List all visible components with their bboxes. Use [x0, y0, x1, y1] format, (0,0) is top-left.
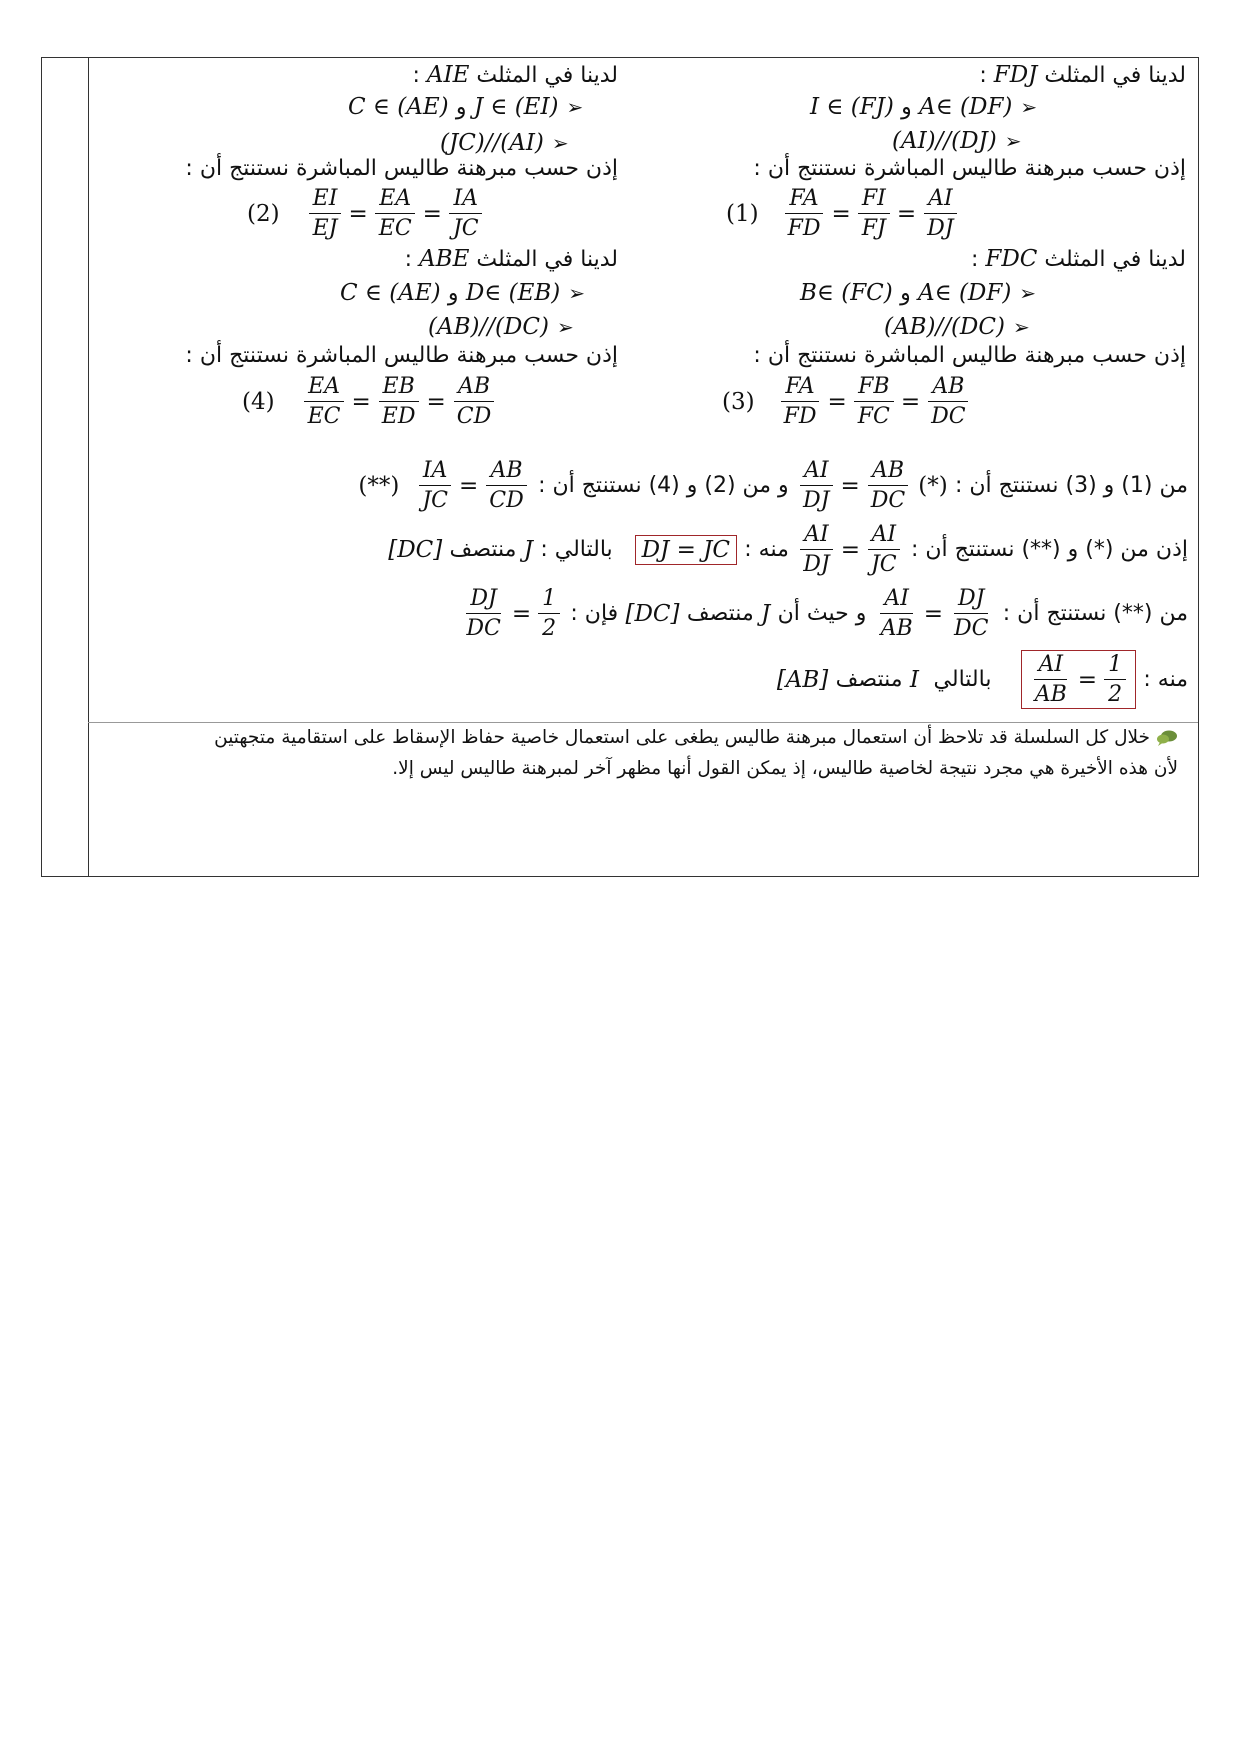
note-line-2: لأن هذه الأخيرة هي مجرد نتيجة لخاصية طاليس، إذ يمكن القول أنها مظهر آخر لمبرهنة طاليس ليس إلا. [392, 758, 1178, 779]
deduction-line-3: من (**) نستنتج أن : $\frac{AI}{AB}$ = $\frac{DJ}{DC}$ و حيث أن J منتصف [DC] فإن : $\frac{DJ}{DC}$ = $\frac{1}{2}$ [466, 586, 1188, 641]
triangle-fdc-conclusion: إذن حسب مبرهنة طاليس المباشرة نستنتج أن : [753, 343, 1186, 368]
triangle-abe-conclusion: إذن حسب مبرهنة طاليس المباشرة نستنتج أن : [185, 343, 618, 368]
equation-2: (2) $\frac{EI}{EJ}$ = $\frac{EA}{EC}$ = $\frac{IA}{JC}$ [247, 186, 486, 241]
arrow-bullet-icon: ➢ [1004, 129, 1022, 153]
arrow-bullet-icon: ➢ [556, 315, 574, 339]
document-frame [41, 57, 1199, 877]
equation-4: (4) $\frac{EA}{EC}$ = $\frac{EB}{ED}$ = $\frac{AB}{CD}$ [242, 374, 498, 429]
arrow-bullet-icon: ➢ [1020, 95, 1038, 119]
equation-1: (1) $\frac{FA}{FD}$ = $\frac{FI}{FJ}$ = $\frac{AI}{DJ}$ [726, 186, 961, 241]
margin-column [42, 58, 89, 876]
speech-bubble-icon [1156, 730, 1178, 746]
triangle-aie-condition2: (JC)//(AI) ➢ [440, 130, 569, 156]
result-box-dj-jc: DJ = JC [635, 535, 737, 565]
triangle-aie-heading: لدينا في المثلث AIE : [412, 62, 618, 88]
triangle-fdc-condition1: B∈ (FC) و A∈ (DF) ➢ [800, 280, 1037, 306]
triangle-aie-conclusion: إذن حسب مبرهنة طاليس المباشرة نستنتج أن : [185, 156, 618, 181]
equation-3: (3) $\frac{FA}{FD}$ = $\frac{FB}{FC}$ = $\frac{AB}{DC}$ [722, 374, 973, 429]
note-line-1: خلال كل السلسلة قد تلاحظ أن استعمال مبرهنة طاليس يطغى على استعمال خاصية حفاظ الإسقاط على استقامية متجهتين [214, 727, 1150, 748]
result-box-ai-ab: $\frac{AI}{AB}$ = $\frac{1}{2}$ [1021, 650, 1136, 709]
remark-note [102, 722, 1178, 784]
triangle-fdj-condition1: I ∈ (FJ) و A∈ (DF) ➢ [810, 94, 1038, 120]
deduction-line-1: من (1) و (3) نستنتج أن : $\frac{AI}{DJ}$ = $\frac{AB}{DC}$ (*) و من (2) و (4) نستنتج أن : (**) $\frac{IA}{JC}$ = $\frac{AB}{CD}$ [358, 458, 1188, 513]
triangle-abe-condition1: C ∈ (AE) و D∈ (EB) ➢ [340, 280, 586, 306]
triangle-fdc-condition2: (AB)//(DC) ➢ [884, 314, 1030, 340]
triangle-abe-condition2: (AB)//(DC) ➢ [428, 314, 574, 340]
triangle-aie-condition1: C ∈ (AE) و J ∈ (EI) ➢ [348, 94, 584, 120]
arrow-bullet-icon: ➢ [568, 281, 586, 305]
triangle-fdc-heading: لدينا في المثلث FDC : [970, 246, 1186, 272]
arrow-bullet-icon: ➢ [1019, 281, 1037, 305]
arrow-bullet-icon: ➢ [1012, 315, 1030, 339]
arrow-bullet-icon: ➢ [551, 131, 569, 155]
deduction-line-4: منه : $\frac{AI}{AB}$ = $\frac{1}{2}$ بالتالي I منتصف [AB] [776, 652, 1188, 707]
triangle-abe-heading: لدينا في المثلث ABE : [404, 246, 618, 272]
triangle-fdj-heading: لدينا في المثلث FDJ : [979, 62, 1186, 88]
triangle-fdj-conclusion: إذن حسب مبرهنة طاليس المباشرة نستنتج أن : [753, 156, 1186, 181]
deduction-line-2: إذن من (*) و (**) نستنتج أن : $\frac{AI}{DJ}$ = $\frac{AI}{JC}$ منه : DJ = JC بالتالي : J منتصف [DC] [388, 522, 1188, 577]
triangle-fdj-condition2: (AI)//(DJ) ➢ [892, 128, 1022, 154]
arrow-bullet-icon: ➢ [566, 95, 584, 119]
